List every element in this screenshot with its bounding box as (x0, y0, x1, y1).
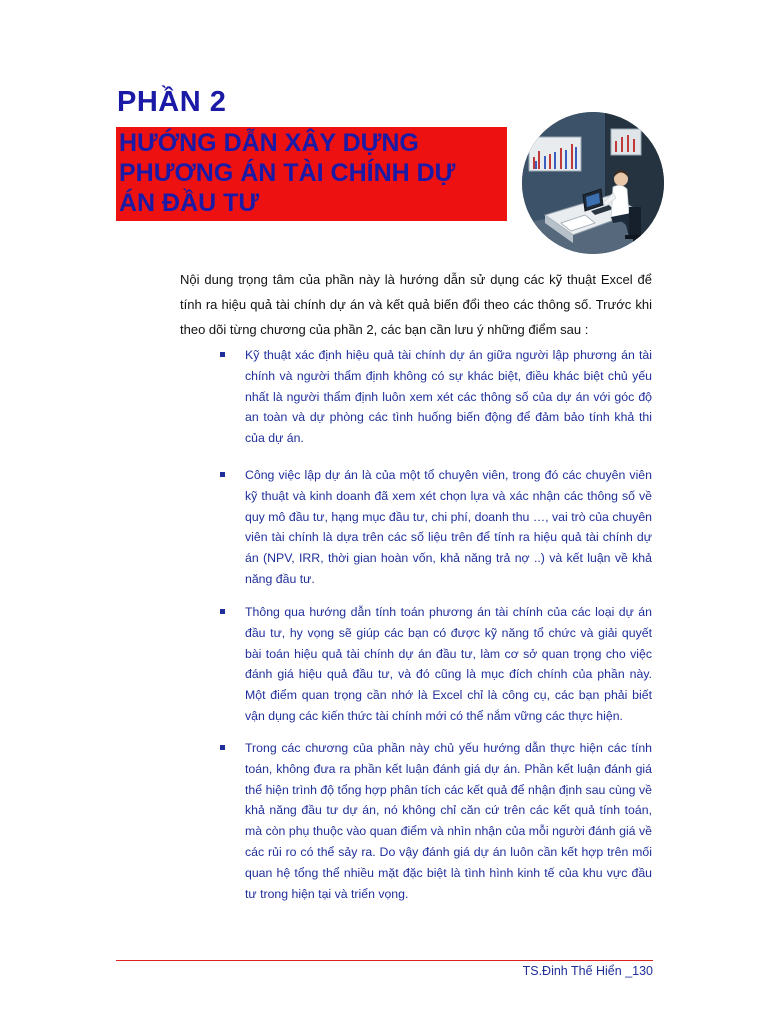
bullet-icon (220, 352, 225, 357)
chapter-title-box (116, 127, 507, 221)
bullet-icon (220, 472, 225, 477)
part-label: PHẦN 2 (117, 86, 227, 118)
page-footer: TS.Đinh Thế Hiển _130 (522, 964, 653, 978)
list-item-text: Thông qua hướng dẫn tính toán phương án tài chính của các loại dự án đầu tư, hy vọng sẽ giúp các bạn có được kỹ năng tổ chức và giải quyết bài toán hiệu quả tài chính dự án đầu tư, làm cơ sở quan trọng cho việc đánh giá hiệu quả đầu tư, và đó cũng là mục đích chính của phần này. Một điểm quan trọng cần nhớ là Excel chỉ là công cụ, các bạn phải biết vận dụng các kiến thức tài chính mới có thể nắm vững các thực hiện. (245, 605, 652, 723)
list-item-text: Công việc lập dự án là của một tổ chuyên viên, trong đó các chuyên viên kỹ thuật và kinh doanh đã xem xét chọn lựa và xác nhận các thông số về quy mô đầu tư, hạng mục đầu tư, chi phí, doanh thu …, vai trò của chuyên viên tài chính là dựa trên các số liệu trên để tính ra hiệu quả tài chính dự án (NPV, IRR, thời gian hoàn vốn, khả năng trả nợ ..) và kết luận về khả năng đầu tư. (245, 468, 652, 586)
person-at-computer-icon (521, 111, 665, 255)
list-item (218, 345, 652, 448)
list-item (218, 602, 652, 726)
chapter-title-line: ÁN ĐẦU TƯ (119, 189, 260, 217)
list-item (218, 738, 652, 904)
chapter-title-line: HƯỚNG DẪN XÂY DỰNG (119, 129, 419, 157)
list-item-text: Kỹ thuật xác định hiệu quả tài chính dự án giữa người lập phương án tài chính và người thẩm định không có sự khác biệt, điều khác biệt chủ yếu nhất là người thẩm định luôn xem xét các thông số của dự án với góc độ an toàn và dự phòng các tình huống biến động để đảm bảo tính khả thi của dự án. (245, 348, 652, 446)
footer-divider (116, 960, 653, 961)
intro-paragraph: Nội dung trọng tâm của phần này là hướng dẫn sử dụng các kỹ thuật Excel để tính ra hiệu quả tài chính dự án và kết quả biến đổi theo các thông số. Trước khi theo dõi từng chương của phần 2, các bạn cần lưu ý những điểm sau : (180, 272, 652, 337)
list-item (218, 465, 652, 588)
list-item-text: Trong các chương của phần này chủ yếu hướng dẫn thực hiện các tính toán, không đưa ra phần kết luận đánh giá dự án. Phần kết luận đánh giá thể hiện trình độ tổng hợp phân tích các kết quả để nhận định sau cùng về khả năng đầu tư dự án, nó không chỉ căn cứ trên các kết quả tính toán, mà còn phụ thuộc vào quan điểm và nhìn nhận của mỗi người đánh giá về các rủi ro có thể sảy ra. Do vậy đánh giá dự án luôn cần kết hợp trên mối quan hệ tổng thể nhiều mặt đặc biệt là tình hình kinh tế của khu vực đầu tư trong hiện tại và triển vọng. (245, 741, 652, 901)
chapter-title (119, 128, 504, 218)
bullet-list (218, 345, 652, 904)
bullet-icon (220, 609, 225, 614)
chapter-title-line: PHƯƠNG ÁN TÀI CHÍNH DỰ (119, 159, 456, 187)
bullet-icon (220, 745, 225, 750)
